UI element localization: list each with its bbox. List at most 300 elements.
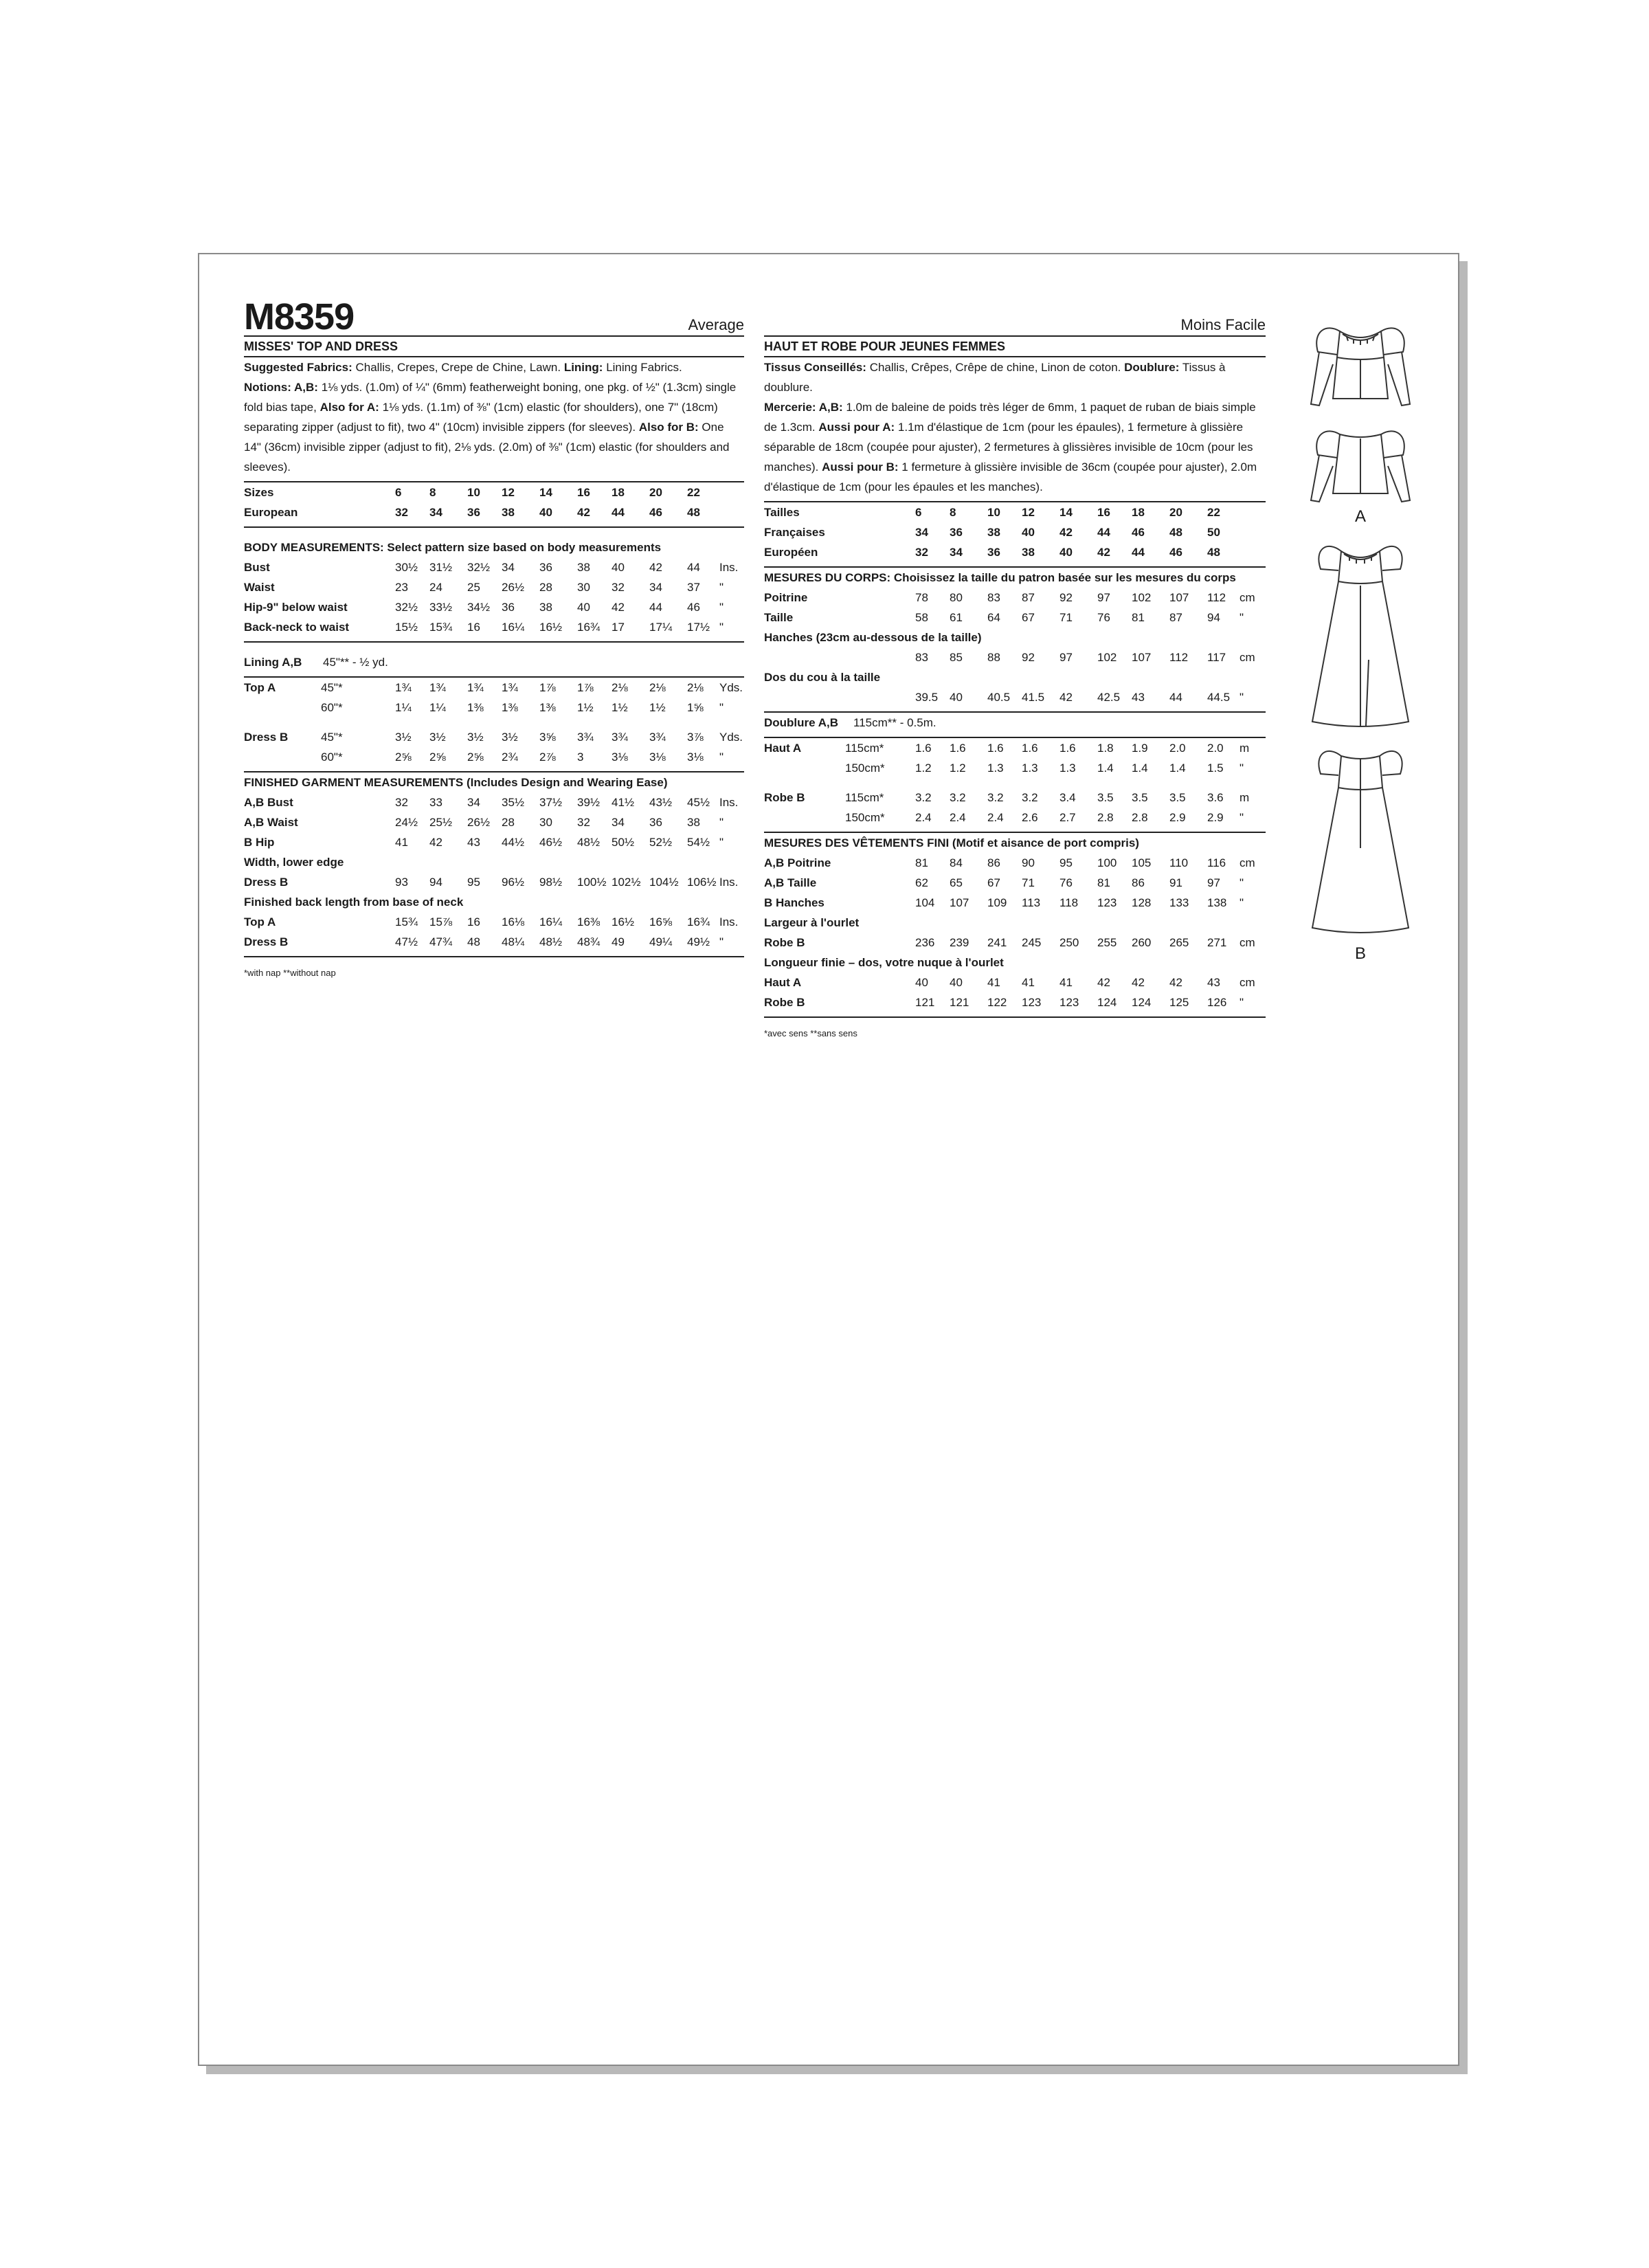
size-value: 34 bbox=[502, 561, 515, 574]
row-label: Dress B bbox=[244, 935, 289, 948]
size-value: 42 bbox=[1097, 546, 1110, 559]
length-table bbox=[244, 912, 744, 952]
table-row bbox=[244, 747, 744, 767]
size-value: 16 bbox=[1097, 506, 1110, 519]
size-value: 16½ bbox=[612, 915, 635, 929]
unit: " bbox=[719, 836, 724, 849]
size-value: 42 bbox=[649, 561, 662, 574]
size-value: 3.2 bbox=[987, 791, 1004, 804]
size-value: 94 bbox=[429, 876, 442, 889]
fabric-width: 60"* bbox=[321, 751, 343, 764]
size-value: 1¾ bbox=[502, 681, 518, 694]
footnote: *with nap **without nap bbox=[244, 968, 336, 978]
size-value: 34 bbox=[915, 526, 928, 539]
size-value: 25½ bbox=[429, 816, 453, 829]
size-value: 20 bbox=[649, 486, 662, 499]
size-value: 50½ bbox=[612, 836, 635, 849]
size-value: 43½ bbox=[649, 796, 673, 809]
table-row bbox=[244, 912, 744, 932]
size-value: 35½ bbox=[502, 796, 525, 809]
table-row bbox=[764, 738, 1266, 758]
spacer bbox=[244, 643, 744, 652]
divider bbox=[764, 1016, 1266, 1018]
row-label: European bbox=[244, 506, 298, 519]
size-value: 2.0 bbox=[1207, 742, 1224, 755]
view-a-top-back-illustration bbox=[1292, 425, 1429, 507]
size-value: 46½ bbox=[539, 836, 563, 849]
size-value: 3.2 bbox=[950, 791, 966, 804]
size-value: 44 bbox=[612, 506, 625, 519]
size-value: 42.5 bbox=[1097, 691, 1121, 704]
unit: " bbox=[1239, 896, 1244, 909]
size-value: 2.8 bbox=[1132, 811, 1148, 824]
size-value: 126 bbox=[1207, 996, 1227, 1009]
table-row bbox=[764, 588, 1266, 608]
size-value: 41.5 bbox=[1022, 691, 1045, 704]
size-value: 36 bbox=[987, 546, 1000, 559]
size-value: 265 bbox=[1169, 936, 1189, 949]
size-value: 121 bbox=[915, 996, 935, 1009]
size-value: 78 bbox=[915, 591, 928, 604]
size-value: 41 bbox=[987, 976, 1000, 989]
size-value: 83 bbox=[987, 591, 1000, 604]
size-value: 271 bbox=[1207, 936, 1227, 949]
size-value: 40 bbox=[539, 506, 552, 519]
size-value: 94 bbox=[1207, 611, 1220, 624]
section-title: MISSES' TOP AND DRESS bbox=[244, 335, 744, 357]
sizes-table bbox=[764, 502, 1266, 562]
size-value: 116 bbox=[1207, 856, 1226, 869]
size-value: 255 bbox=[1097, 936, 1117, 949]
size-value: 17 bbox=[612, 621, 625, 634]
unit: cm bbox=[1239, 856, 1255, 869]
finished-length-heading: Finished back length from base of neck bbox=[244, 896, 464, 909]
size-value: 17½ bbox=[687, 621, 710, 634]
size-value: 12 bbox=[1022, 506, 1035, 519]
sizes-table bbox=[244, 482, 744, 522]
size-value: 6 bbox=[395, 486, 402, 499]
notions bbox=[764, 397, 1266, 497]
size-value: 109 bbox=[987, 896, 1007, 909]
size-value: 102½ bbox=[612, 876, 641, 889]
table-row bbox=[764, 992, 1266, 1012]
size-value: 49¼ bbox=[649, 935, 673, 948]
size-value: 1.6 bbox=[1022, 742, 1038, 755]
unit: " bbox=[719, 701, 724, 714]
size-value: 49½ bbox=[687, 935, 710, 948]
unit: " bbox=[1239, 876, 1244, 889]
row-label: A,B Poitrine bbox=[764, 856, 831, 869]
section-title: HAUT ET ROBE POUR JEUNES FEMMES bbox=[764, 335, 1266, 357]
fabrics-label: Tissus Conseillés: bbox=[764, 361, 866, 374]
fabric-width: 60"* bbox=[321, 701, 343, 714]
table-row bbox=[764, 502, 1266, 522]
size-value: 98½ bbox=[539, 876, 563, 889]
size-value: 8 bbox=[950, 506, 956, 519]
row-label: Hip-9" below waist bbox=[244, 601, 348, 614]
size-value: 41 bbox=[1022, 976, 1035, 989]
finished-length-heading: Longueur finie – dos, votre nuque à l'ourlet bbox=[764, 956, 1004, 969]
size-value: 48 bbox=[467, 935, 480, 948]
size-value: 62 bbox=[915, 876, 928, 889]
size-value: 112 bbox=[1207, 591, 1226, 604]
size-value: 1½ bbox=[577, 701, 594, 714]
size-value: 3½ bbox=[429, 731, 446, 744]
size-value: 96½ bbox=[502, 876, 525, 889]
yardage-table bbox=[244, 678, 744, 767]
size-value: 48½ bbox=[577, 836, 601, 849]
table-row bbox=[244, 832, 744, 852]
size-value: 2¾ bbox=[502, 751, 518, 764]
table-row bbox=[764, 893, 1266, 913]
size-value: 104½ bbox=[649, 876, 679, 889]
unit: " bbox=[1239, 691, 1244, 704]
unit: Ins. bbox=[719, 796, 739, 809]
size-value: 30 bbox=[539, 816, 552, 829]
size-value: 1.6 bbox=[1059, 742, 1076, 755]
size-value: 54½ bbox=[687, 836, 710, 849]
notions-label: Mercerie: A,B: bbox=[764, 401, 843, 414]
size-value: 250 bbox=[1059, 936, 1079, 949]
size-value: 124 bbox=[1132, 996, 1152, 1009]
size-value: 81 bbox=[1097, 876, 1110, 889]
size-value: 46 bbox=[687, 601, 700, 614]
size-value: 81 bbox=[1132, 611, 1145, 624]
size-value: 25 bbox=[467, 581, 480, 594]
size-value: 52½ bbox=[649, 836, 673, 849]
unit: " bbox=[1239, 611, 1244, 624]
size-value: 90 bbox=[1022, 856, 1035, 869]
size-value: 45½ bbox=[687, 796, 710, 809]
unit: " bbox=[719, 816, 724, 829]
size-value: 2.4 bbox=[915, 811, 932, 824]
size-value: 34 bbox=[612, 816, 625, 829]
row-label: Dress B bbox=[244, 876, 289, 889]
size-value: 6 bbox=[915, 506, 922, 519]
lining-yardage-label: Doublure A,B bbox=[764, 716, 838, 729]
size-value: 16 bbox=[467, 621, 480, 634]
size-value: 3.5 bbox=[1097, 791, 1114, 804]
size-value: 15¾ bbox=[395, 915, 418, 929]
size-value: 40 bbox=[577, 601, 590, 614]
size-value: 32½ bbox=[395, 601, 418, 614]
size-value: 1.5 bbox=[1207, 761, 1224, 775]
size-value: 36 bbox=[950, 526, 963, 539]
size-value: 10 bbox=[987, 506, 1000, 519]
size-value: 61 bbox=[950, 611, 963, 624]
lining-text: Tissus à doublure. bbox=[764, 361, 1226, 394]
size-value: 1.4 bbox=[1132, 761, 1148, 775]
size-value: 112 bbox=[1169, 651, 1189, 664]
size-value: 3 bbox=[577, 751, 584, 764]
body-measurements-table bbox=[764, 647, 1266, 667]
size-value: 93 bbox=[395, 876, 408, 889]
row-label: Waist bbox=[244, 581, 275, 594]
size-value: 107 bbox=[1169, 591, 1189, 604]
body-measurements-table bbox=[764, 687, 1266, 707]
size-value: 95 bbox=[1059, 856, 1073, 869]
body-measurement-heading: Dos du cou à la taille bbox=[764, 671, 881, 684]
size-value: 64 bbox=[987, 611, 1000, 624]
size-value: 3½ bbox=[467, 731, 484, 744]
table-row bbox=[244, 932, 744, 952]
size-value: 31½ bbox=[429, 561, 453, 574]
size-value: 84 bbox=[950, 856, 963, 869]
size-value: 133 bbox=[1169, 896, 1189, 909]
row-label: B Hanches bbox=[764, 896, 824, 909]
size-value: 3¾ bbox=[577, 731, 594, 744]
size-value: 1.8 bbox=[1097, 742, 1114, 755]
size-value: 1.3 bbox=[1022, 761, 1038, 775]
unit: " bbox=[719, 935, 724, 948]
row-label: A,B Waist bbox=[244, 816, 298, 829]
size-value: 92 bbox=[1022, 651, 1035, 664]
size-value: 44 bbox=[1169, 691, 1182, 704]
fabrics-label: Suggested Fabrics: bbox=[244, 361, 352, 374]
size-value: 44 bbox=[649, 601, 662, 614]
table-row bbox=[244, 557, 744, 577]
width-lower-edge-heading: Width, lower edge bbox=[244, 856, 344, 869]
size-value: 47½ bbox=[395, 935, 418, 948]
size-value: 30 bbox=[577, 581, 590, 594]
size-value: 44 bbox=[1132, 546, 1145, 559]
size-value: 36 bbox=[467, 506, 480, 519]
unit: cm bbox=[1239, 936, 1255, 949]
finished-measurements-table bbox=[764, 853, 1266, 913]
size-value: 36 bbox=[502, 601, 515, 614]
size-value: 44½ bbox=[502, 836, 525, 849]
size-value: 38 bbox=[987, 526, 1000, 539]
fabric-width: 150cm* bbox=[845, 811, 885, 824]
size-value: 48 bbox=[1169, 526, 1182, 539]
lining-label: Lining: bbox=[563, 361, 603, 374]
size-value: 32 bbox=[915, 546, 928, 559]
size-value: 42 bbox=[1097, 976, 1110, 989]
size-value: 1¾ bbox=[429, 681, 446, 694]
width-table bbox=[244, 872, 744, 892]
size-value: 3⅛ bbox=[612, 751, 628, 764]
lining-yardage-value: 115cm** - 0.5m. bbox=[853, 716, 936, 729]
table-row bbox=[764, 687, 1266, 707]
size-value: 42 bbox=[1059, 526, 1073, 539]
size-value: 1.4 bbox=[1097, 761, 1114, 775]
size-value: 14 bbox=[1059, 506, 1073, 519]
unit: " bbox=[1239, 996, 1244, 1009]
size-value: 17¼ bbox=[649, 621, 673, 634]
size-value: 107 bbox=[1132, 651, 1152, 664]
view-b-dress-front-illustration bbox=[1292, 536, 1429, 735]
size-value: 44 bbox=[1097, 526, 1110, 539]
size-value: 41 bbox=[395, 836, 408, 849]
size-value: 40 bbox=[1022, 526, 1035, 539]
body-measurement-heading: Hanches (23cm au-dessous de la taille) bbox=[764, 631, 982, 644]
size-value: 260 bbox=[1132, 936, 1152, 949]
size-value: 3½ bbox=[395, 731, 412, 744]
row-label: Tailles bbox=[764, 506, 800, 519]
size-value: 71 bbox=[1059, 611, 1073, 624]
size-value: 10 bbox=[467, 486, 480, 499]
view-a-label: A bbox=[1354, 507, 1366, 526]
size-value: 47¾ bbox=[429, 935, 453, 948]
size-value: 39.5 bbox=[915, 691, 939, 704]
table-row bbox=[244, 812, 744, 832]
size-value: 48 bbox=[687, 506, 700, 519]
size-value: 33½ bbox=[429, 601, 453, 614]
fabric-width: 115cm* bbox=[845, 742, 884, 755]
size-value: 20 bbox=[1169, 506, 1182, 519]
unit: Yds. bbox=[719, 681, 743, 694]
footnote: *avec sens **sans sens bbox=[764, 1028, 857, 1038]
size-value: 123 bbox=[1022, 996, 1042, 1009]
size-value: 1.3 bbox=[1059, 761, 1076, 775]
size-value: 1⅜ bbox=[467, 701, 484, 714]
unit: m bbox=[1239, 742, 1250, 755]
size-value: 67 bbox=[1022, 611, 1035, 624]
size-value: 236 bbox=[915, 936, 935, 949]
table-row bbox=[244, 727, 744, 747]
size-value: 113 bbox=[1022, 896, 1041, 909]
size-value: 1½ bbox=[649, 701, 666, 714]
size-value: 104 bbox=[915, 896, 935, 909]
size-value: 2.9 bbox=[1207, 811, 1224, 824]
fabric-width: 45"* bbox=[321, 681, 343, 694]
body-measurements-heading: BODY MEASUREMENTS: Select pattern size based on body measurements bbox=[244, 541, 662, 554]
size-value: 15⅞ bbox=[429, 915, 453, 929]
size-value: 40 bbox=[1059, 546, 1073, 559]
lining-yardage-row bbox=[764, 713, 1266, 733]
finished-measurements-table bbox=[244, 792, 744, 852]
size-value: 3.6 bbox=[1207, 791, 1224, 804]
size-value: 18 bbox=[1132, 506, 1145, 519]
notions-label: Notions: A,B: bbox=[244, 381, 318, 394]
unit: cm bbox=[1239, 651, 1255, 664]
size-value: 97 bbox=[1097, 591, 1110, 604]
size-value: 46 bbox=[1132, 526, 1145, 539]
size-value: 40 bbox=[612, 561, 625, 574]
suggested-fabrics bbox=[764, 357, 1266, 397]
size-value: 37½ bbox=[539, 796, 563, 809]
size-value: 102 bbox=[1097, 651, 1117, 664]
size-value: 3⅛ bbox=[649, 751, 666, 764]
spacer bbox=[764, 778, 1266, 788]
size-value: 16¾ bbox=[687, 915, 710, 929]
notions-text: 1.0m de baleine de poids très léger de 6mm, 1 paquet de ruban de biais simple de 1.3cm. bbox=[764, 401, 1256, 434]
size-value: 3.2 bbox=[1022, 791, 1038, 804]
row-label: Dress B bbox=[244, 731, 289, 744]
body-measurements-table bbox=[764, 588, 1266, 627]
size-value: 1.4 bbox=[1169, 761, 1186, 775]
size-value: 42 bbox=[429, 836, 442, 849]
row-label: Poitrine bbox=[764, 591, 808, 604]
row-label: Haut A bbox=[764, 976, 802, 989]
row-label: Européen bbox=[764, 546, 818, 559]
size-value: 32 bbox=[577, 816, 590, 829]
size-value: 16¼ bbox=[502, 621, 525, 634]
width-lower-edge-heading: Largeur à l'ourlet bbox=[764, 916, 860, 929]
unit: Ins. bbox=[719, 876, 739, 889]
notions-text: 1⅛ yds. (1.0m) of ¼" (6mm) featherweight boning, one pkg. of ½" (1.3cm) single fold bias tape, bbox=[244, 381, 737, 414]
size-value: 16⅝ bbox=[649, 915, 673, 929]
unit: " bbox=[719, 751, 724, 764]
body-measurements-table bbox=[244, 557, 744, 637]
size-value: 1¾ bbox=[467, 681, 484, 694]
unit: cm bbox=[1239, 591, 1255, 604]
size-value: 42 bbox=[1059, 691, 1073, 704]
table-row bbox=[244, 577, 744, 597]
length-table bbox=[764, 972, 1266, 1012]
table-row bbox=[764, 758, 1266, 778]
size-value: 30½ bbox=[395, 561, 418, 574]
size-value: 2.7 bbox=[1059, 811, 1076, 824]
table-row bbox=[764, 788, 1266, 808]
unit: " bbox=[1239, 761, 1244, 775]
table-row bbox=[244, 482, 744, 502]
size-value: 85 bbox=[950, 651, 963, 664]
size-value: 2⅝ bbox=[395, 751, 412, 764]
table-row bbox=[244, 502, 744, 522]
table-row bbox=[764, 933, 1266, 953]
size-value: 97 bbox=[1207, 876, 1220, 889]
size-value: 121 bbox=[950, 996, 969, 1009]
spacer bbox=[244, 528, 744, 537]
size-value: 34 bbox=[950, 546, 963, 559]
lining-text: Lining Fabrics. bbox=[603, 361, 682, 374]
size-value: 1⅝ bbox=[687, 701, 704, 714]
skill-level: Average bbox=[688, 316, 744, 333]
size-value: 1.6 bbox=[915, 742, 932, 755]
unit: cm bbox=[1239, 976, 1255, 989]
size-value: 1.6 bbox=[987, 742, 1004, 755]
unit: Ins. bbox=[719, 561, 739, 574]
also-a-label: Also for A: bbox=[319, 401, 379, 414]
size-value: 100½ bbox=[577, 876, 607, 889]
size-value: 42 bbox=[1132, 976, 1145, 989]
row-label: Bust bbox=[244, 561, 270, 574]
size-value: 37 bbox=[687, 581, 700, 594]
size-value: 26½ bbox=[502, 581, 525, 594]
width-table bbox=[764, 933, 1266, 953]
size-value: 41 bbox=[1059, 976, 1073, 989]
row-label: Françaises bbox=[764, 526, 825, 539]
size-value: 16¼ bbox=[539, 915, 563, 929]
size-value: 38 bbox=[502, 506, 515, 519]
row-label: Haut A bbox=[764, 742, 802, 755]
size-value: 1⅜ bbox=[502, 701, 518, 714]
size-value: 1⅞ bbox=[539, 681, 556, 694]
row-label: Back-neck to waist bbox=[244, 621, 350, 634]
finished-measurements-heading: FINISHED GARMENT MEASUREMENTS (Includes Design and Wearing Ease) bbox=[244, 776, 668, 789]
size-value: 36 bbox=[649, 816, 662, 829]
size-value: 2.9 bbox=[1169, 811, 1186, 824]
row-label: A,B Bust bbox=[244, 796, 293, 809]
size-value: 48¾ bbox=[577, 935, 601, 948]
table-row bbox=[764, 522, 1266, 542]
size-value: 38 bbox=[577, 561, 590, 574]
view-b-dress-back-illustration bbox=[1292, 745, 1429, 944]
row-label: B Hip bbox=[244, 836, 275, 849]
size-value: 124 bbox=[1097, 996, 1117, 1009]
size-value: 245 bbox=[1022, 936, 1042, 949]
size-value: 67 bbox=[987, 876, 1000, 889]
unit: Yds. bbox=[719, 731, 743, 744]
table-row bbox=[244, 617, 744, 637]
size-value: 43 bbox=[1207, 976, 1220, 989]
size-value: 16 bbox=[577, 486, 590, 499]
size-value: 34½ bbox=[467, 601, 491, 614]
lining-yardage-row bbox=[244, 652, 744, 672]
size-value: 125 bbox=[1169, 996, 1189, 1009]
size-value: 23 bbox=[395, 581, 408, 594]
